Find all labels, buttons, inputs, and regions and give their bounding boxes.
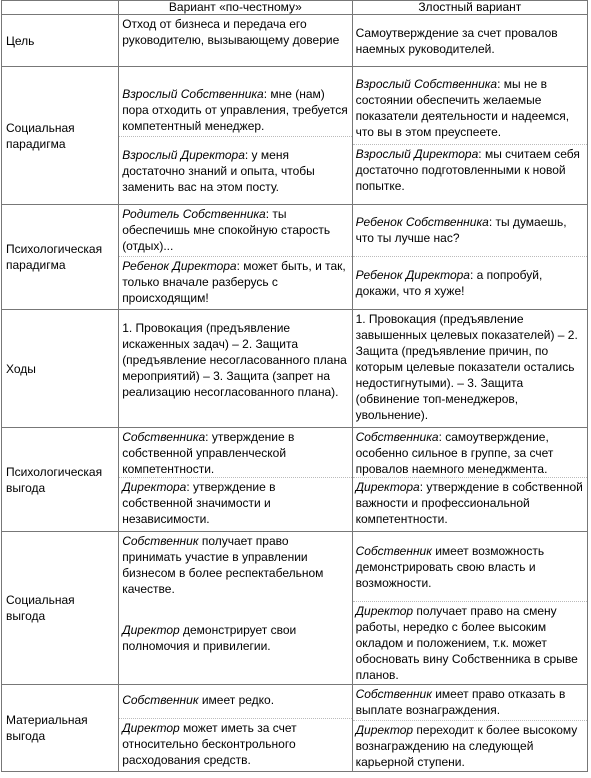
- header-cell-honest: Вариант «по-честному»: [119, 1, 352, 15]
- table-row-psych-benefit: [2, 428, 588, 532]
- role-label: Директор: [122, 623, 180, 637]
- header-cell-malicious: Злостный вариант: [352, 1, 587, 15]
- row-label: Социальная парадигма: [2, 67, 119, 205]
- cell-malicious: Самоутверждение за счет провалов наемных руководителей.: [352, 15, 587, 67]
- sub-entry: [119, 136, 351, 195]
- entry-text: : может быть, и так, только вначале разберусь с происходящим!: [122, 259, 346, 305]
- entry-text: получает право на смену работы, нередко с более высоким окладом и положением, т.к. может обосновать вину Собственника в срыве планов.: [355, 604, 578, 682]
- sub-entry: [353, 206, 587, 256]
- role-label: Взрослый Собственника: [355, 77, 498, 91]
- role-label: Собственника: [355, 430, 439, 444]
- cell-honest: 1. Провокация (предъявление искаженных задач) – 2. Защита (предъявление несогласованного плана мероприятий) – 3. Защита (запрет на реализацию несогласованного плана).: [119, 310, 352, 428]
- sub-entry: [119, 68, 351, 136]
- comparison-table: [1, 0, 588, 772]
- role-label: Директора: [122, 480, 187, 494]
- entry-text: может иметь за счет относительно бесконтрольного расходования средств.: [122, 721, 297, 767]
- entry-text: переходит к более высокому вознаграждению на следующей карьерной ступени.: [355, 723, 578, 769]
- sub-entry: [119, 533, 351, 621]
- cell-honest: [119, 428, 352, 532]
- sub-entry: [353, 477, 587, 527]
- table-row-social-paradigm: [2, 67, 588, 205]
- row-label: Психологическая выгода: [2, 428, 119, 532]
- role-label: Родитель Собственника: [122, 207, 266, 221]
- table-row-psych-paradigm: [2, 205, 588, 310]
- sub-entry: [353, 533, 587, 601]
- role-label: Собственник: [122, 534, 199, 548]
- table-row-material-benefit: [2, 685, 588, 772]
- row-label: Психологическая парадигма: [2, 205, 119, 310]
- table-header-row: [2, 1, 588, 15]
- cell-malicious: [352, 67, 587, 205]
- sub-entry: [119, 256, 351, 306]
- role-label: Директор: [355, 723, 414, 737]
- cell-malicious: [352, 685, 587, 772]
- cell-malicious: [352, 532, 587, 685]
- sub-entry: [119, 621, 351, 654]
- sub-entry: [353, 144, 587, 194]
- sub-entry: [353, 68, 587, 144]
- sub-entry: [353, 720, 587, 770]
- role-label: Взрослый Собственника: [122, 87, 264, 101]
- role-label: Директор: [122, 721, 180, 735]
- entry-text: : утверждение в собственной важности и профессиональной компетентности.: [355, 480, 583, 526]
- sub-entry: [353, 429, 587, 477]
- row-label: Ходы: [2, 310, 119, 428]
- entry-text: : у меня достаточно знаний и опыта, чтобы заменить вас на этом посту.: [122, 148, 315, 194]
- entry-text: : ты думаешь, что ты лучше нас?: [355, 215, 567, 245]
- entry-text: демонстрирует свои полномочия и привилегии.: [122, 623, 297, 653]
- entry-text: : самоутверждение, особенно сильное в группе, за счет провалов наемного менеджмента.: [355, 430, 554, 476]
- row-label: Социальная выгода: [2, 532, 119, 685]
- row-label: Материальная выгода: [2, 685, 119, 772]
- role-label: Ребенок Директора: [355, 268, 470, 282]
- entry-text: : а попробуй, докажи, что я хуже!: [355, 268, 543, 298]
- role-label: Собственника: [122, 430, 206, 444]
- entry-text: : ты обеспечишь мне спокойную старость (отдых)...: [122, 207, 331, 253]
- entry-text: имеет право отказать в выплате вознаграждения.: [355, 687, 566, 717]
- role-label: Ребенок Директора: [122, 259, 237, 273]
- cell-honest: [119, 532, 352, 685]
- entry-text: имеет возможность демонстрировать свою власть и возможности.: [355, 544, 545, 590]
- cell-honest: [119, 67, 352, 205]
- role-label: Ребенок Собственника: [355, 215, 489, 229]
- role-label: Директора: [355, 480, 420, 494]
- cell-malicious: 1. Провокация (предъявление завышенных целевых показателей) – 2. Защита (предъявление причин, по которым целевые показатели остались недостигнутыми). – 3. Защита (обвинение топ-менеджеров, увольнение).: [352, 310, 587, 428]
- role-label: Директор: [355, 604, 414, 618]
- header-cell-empty: [2, 1, 119, 15]
- cell-honest: Отход от бизнеса и передача его руководителю, вызывающему доверие: [119, 15, 352, 67]
- table-row-social-benefit: [2, 532, 588, 685]
- sub-entry: [353, 256, 587, 299]
- role-label: Взрослый Директора: [122, 148, 245, 162]
- row-label: Цель: [2, 15, 119, 67]
- entry-text: получает право принимать участие в управлении бизнесом в более респектабельном качестве.: [122, 534, 324, 596]
- entry-text: : утверждение в собственной управленческой компетентности.: [122, 430, 295, 476]
- table-row-goal: [2, 15, 588, 67]
- entry-text: имеет редко.: [198, 693, 275, 707]
- role-label: Собственник: [355, 544, 432, 558]
- sub-entry: [119, 718, 351, 768]
- cell-honest: [119, 685, 352, 772]
- cell-honest: [119, 205, 352, 310]
- cell-malicious: [352, 205, 587, 310]
- sub-entry: [119, 686, 351, 718]
- sub-entry: [353, 601, 587, 683]
- table-row-moves: [2, 310, 588, 428]
- role-label: Собственник: [355, 687, 432, 701]
- role-label: Собственник: [122, 693, 199, 707]
- sub-entry: [119, 429, 351, 477]
- sub-entry: [119, 206, 351, 256]
- entry-text: : мне (нам) пора отходить от управления, требуется компетентный менеджер.: [122, 87, 348, 133]
- role-label: Взрослый Директора: [355, 147, 479, 161]
- cell-malicious: [352, 428, 587, 532]
- sub-entry: [353, 686, 587, 720]
- entry-text: : мы считаем себя достаточно подготовленными к новой попытке.: [355, 147, 580, 193]
- entry-text: : утверждение в собственной значимости и независимости.: [122, 480, 276, 526]
- entry-text: : мы не в состоянии обеспечить желаемые показатели деятельности и надеемся, что вы в этом преуспеете.: [355, 77, 570, 139]
- sub-entry: [119, 477, 351, 527]
